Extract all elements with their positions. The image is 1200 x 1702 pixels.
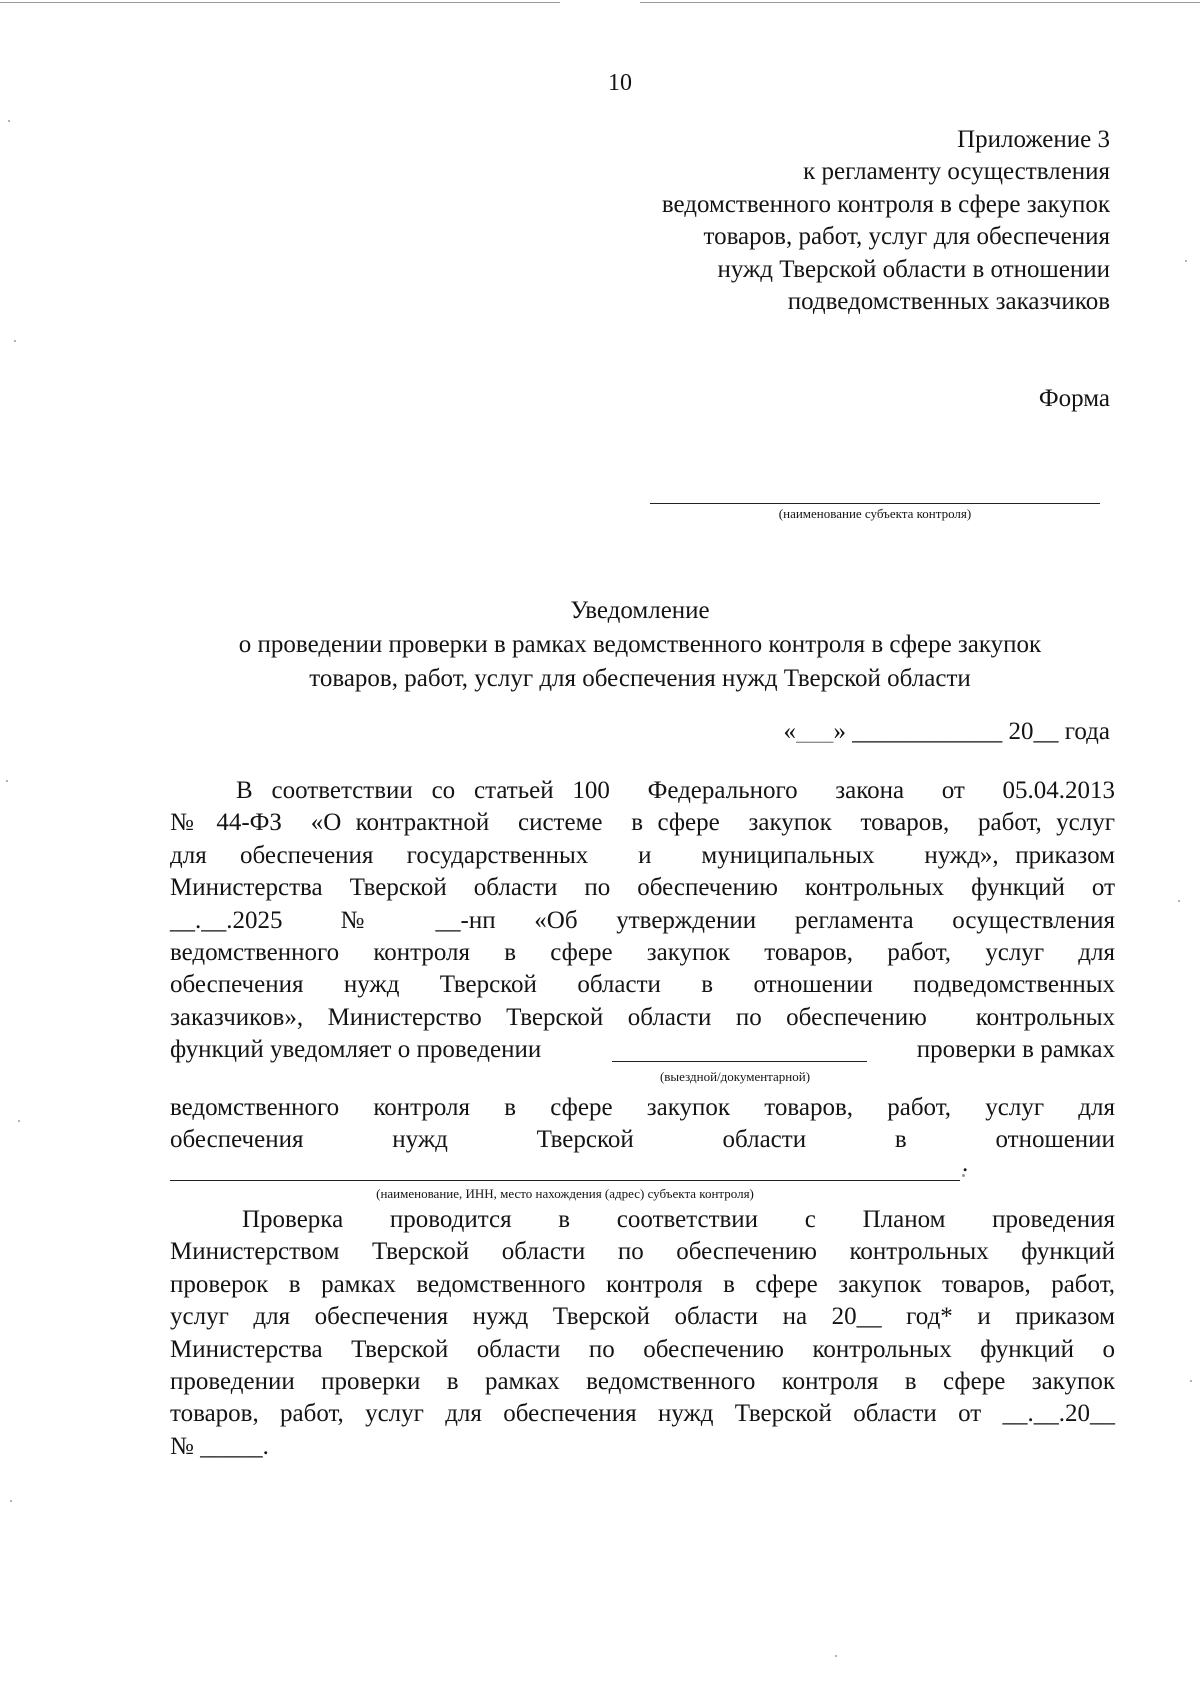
- date-month-blank: ____________: [852, 718, 1003, 745]
- entity-blank-period: .: [962, 1150, 969, 1177]
- subject-name-blank: [650, 503, 1100, 504]
- date-close-quote: »: [833, 718, 847, 745]
- scan-speck: [835, 1655, 837, 1657]
- paragraph-line: заказчиков», Министерство Тверской области по обеспечению контрольных: [170, 1003, 1115, 1031]
- notice-title: [0, 594, 1200, 696]
- appendix-line: к регламенту осуществления: [803, 158, 1110, 186]
- paragraph-line: ведомственного контроля в сфере закупок товаров, работ, услуг для: [170, 938, 1115, 966]
- paragraph-line: услуг для обеспечения нужд Тверской области на 20__ год* и приказом: [170, 1303, 1115, 1331]
- date-day-blank: ___: [796, 718, 834, 745]
- inspection-type-caption: (выездной/документарной): [659, 1069, 811, 1084]
- appendix-line: товаров, работ, услуг для обеспечения: [703, 223, 1110, 251]
- form-label: Форма: [1038, 385, 1110, 412]
- inspection-type-blank: [612, 1039, 867, 1062]
- appendix-header: [662, 124, 1110, 318]
- notice-subtitle-line: о проведении проверки в рамках ведомственного контроля в сфере закупок: [238, 631, 1042, 658]
- paragraph-line: обеспечения нужд Тверской области в отношении: [170, 1126, 1115, 1154]
- paragraph-line: товаров, работ, услуг для обеспечения нужд Тверской области от __.__.20__: [170, 1400, 1115, 1428]
- paragraph-plan-basis: [170, 1204, 1115, 1463]
- paragraph-line: проведении проверки в рамках ведомственного контроля в сфере закупок: [170, 1367, 1115, 1395]
- paragraph-line: проверок в рамках ведомственного контроля в сфере закупок товаров, работ,: [170, 1270, 1115, 1298]
- scan-speck: [6, 780, 8, 782]
- date-year-prefix: 20: [1008, 718, 1034, 745]
- scan-speck: [8, 120, 10, 122]
- paragraph-line: для обеспечения государственных и муниципальных нужд», приказом: [170, 841, 1115, 869]
- scan-edge-line: [640, 2, 1200, 3]
- notice-subtitle-line: товаров, работ, услуг для обеспечения нужд Тверской области: [309, 665, 971, 692]
- subject-caption: (наименование субъекта контроля): [778, 506, 972, 521]
- scan-speck: [1178, 900, 1180, 902]
- paragraph-legal-basis: [170, 775, 1115, 1034]
- paragraph-line: Министерства Тверской области по обеспечению контрольных функций от: [170, 874, 1115, 902]
- appendix-line: Приложение 3: [957, 126, 1110, 153]
- date-year-blank: __: [1033, 718, 1059, 745]
- scan-speck: [14, 340, 16, 342]
- scan-speck: [10, 1500, 12, 1502]
- inspection-type-line-end: проверки в рамках: [916, 1036, 1115, 1063]
- appendix-line: нужд Тверской области в отношении: [717, 255, 1110, 283]
- paragraph-line: Министерством Тверской области по обеспечению контрольных функций: [170, 1238, 1115, 1266]
- page-number: 10: [608, 70, 632, 96]
- appendix-line: подведомственных заказчиков: [787, 288, 1110, 316]
- paragraph-line: Проверка проводится в соответствии с Планом проведения: [242, 1206, 1115, 1233]
- appendix-line: ведомственного контроля в сфере закупок: [661, 190, 1110, 218]
- date-year-word: года: [1064, 718, 1110, 745]
- paragraph-line: № 44-ФЗ «О контрактной системе в сфере закупок товаров, работ, услуг: [170, 809, 1115, 837]
- entity-blank: [170, 1180, 960, 1181]
- scan-speck: [1185, 260, 1187, 262]
- paragraph-line: В соответствии со статьей 100 Федерального закона от 05.04.2013: [236, 777, 1115, 804]
- scan-speck: [18, 1120, 20, 1122]
- paragraph-continuation: [170, 1092, 1115, 1157]
- date-open-quote: «: [783, 718, 797, 745]
- entity-caption: (наименование, ИНН, место нахождения (адрес) субъекта контроля): [376, 1186, 754, 1201]
- paragraph-line: № _____.: [170, 1432, 269, 1460]
- paragraph-line: обеспечения нужд Тверской области в отношении подведомственных: [170, 971, 1115, 999]
- scan-edge-line: [0, 2, 560, 3]
- notice-heading: Уведомление: [570, 597, 710, 624]
- paragraph-line: __.__.2025 № __-нп «Об утверждении регламента осуществления: [170, 906, 1115, 934]
- scan-speck: [1190, 1380, 1192, 1382]
- paragraph-line: Министерства Тверской области по обеспечению контрольных функций о: [170, 1335, 1115, 1363]
- paragraph-line: ведомственного контроля в сфере закупок товаров, работ, услуг для: [170, 1094, 1115, 1121]
- inspection-type-line-start: функций уведомляет о проведении: [170, 1036, 542, 1063]
- date-line: [784, 718, 1110, 746]
